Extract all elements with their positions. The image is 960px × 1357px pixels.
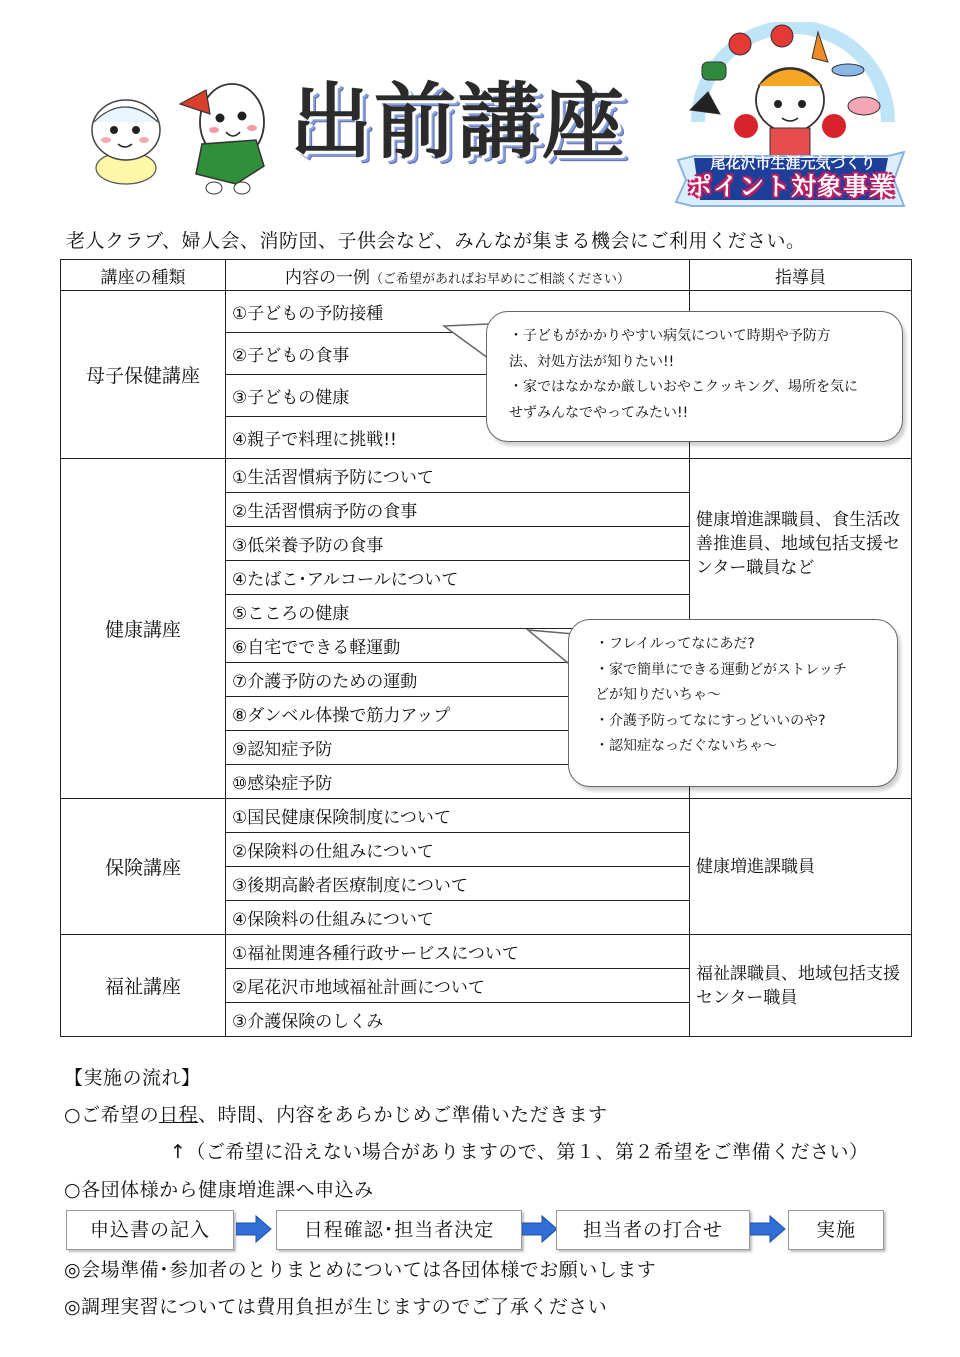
bubble-line: ・家ではなかなか厳しいおやこクッキング、場所を気に [509,379,859,395]
bubble-line: 法、対処方法が知りたい!! [509,353,675,370]
flow-line-3: ○各団体様から健康増進課へ申込み [64,1179,374,1201]
daikon-mascot-icon [176,74,276,198]
course-item: ②子どもの食事 [226,333,690,375]
instructor-welfare: 福祉課職員、地域包括支援センター職員 [690,935,912,1037]
course-item: ①生活習慣病予防について [226,459,690,493]
table-row [61,459,912,493]
course-item: ⑦介護予防のための運動 [226,663,690,697]
course-item: ④たばこ･アルコールについて [226,561,690,595]
intro-text: 老人クラブ、婦人会、消防団、子供会など、みんなが集まる機会にご利用ください。 [66,230,806,252]
bubble-line: ・子どもがかかりやすい病気について時期や予防方 [509,328,831,344]
header-content [226,260,690,291]
bubble-line: ・介護予防ってなにすっどいいのや? [595,712,826,729]
bubble-line: ・フレイルってなにあだ? [595,636,755,652]
course-item: ⑥自宅でできる軽運動 [226,629,690,663]
course-item: ⑩感染症予防 [226,765,690,799]
header-content-note: （ご希望があればお早めにご相談ください） [369,271,630,287]
flow-note-2: ◎調理実習については費用負担が生じますのでご了承ください [64,1296,608,1318]
table-header-row [61,260,912,291]
course-item: ②保険料の仕組みについて [226,833,690,867]
badge-subtitle: 尾花沢市生涯元気づくり [710,154,876,172]
speech-bubble-health [568,619,898,787]
course-item: ⑤こころの健康 [226,595,690,629]
course-item: ②生活習慣病予防の食事 [226,493,690,527]
flow-step-implement: 実施 [788,1210,884,1250]
arrow-right-icon [750,1214,786,1244]
flow-line-1 [64,1100,608,1127]
instructor-insurance: 健康増進課職員 [690,799,912,935]
flow-heading: 【実施の流れ】 [64,1067,201,1089]
page-title: 出前講座 [290,75,627,170]
course-item: ④保険料の仕組みについて [226,901,690,935]
flow-line-1-underline: 日程 [159,1104,199,1126]
flow-step-apply: 申込書の記入 [66,1210,234,1250]
bubble-line: ・家で簡単にできる運動どがストレッチ [595,661,847,678]
header [0,0,960,215]
header-type: 講座の種類 [61,260,226,291]
course-item: ①子どもの予防接種 [226,291,690,333]
course-item: ①福祉関連各種行政サービスについて [226,935,690,969]
course-item: ⑨認知症予防 [226,731,690,765]
flow-step-schedule: 日程確認･担当者決定 [276,1210,522,1250]
table-row [61,799,912,833]
course-type: 母子保健講座 [61,291,226,459]
course-item: ⑧ダンベル体操で筋力アップ [226,697,690,731]
flow-line-1-b: 、時間、内容をあらかじめご準備いただきます [198,1104,608,1126]
table-row [61,935,912,969]
header-content-main: 内容の一例 [284,267,370,288]
course-item: ③子どもの健康 [226,375,690,417]
bubble-line: せずみんなでやってみたい!! [509,404,689,421]
flow-line-1-a: ○ご希望の [64,1104,160,1126]
arrow-right-icon [522,1214,558,1244]
flow-step-meeting: 担当者の打合せ [556,1210,750,1250]
badge-title: ポイント対象事業 [686,172,895,201]
course-item: ①国民健康保険制度について [226,799,690,833]
bubble-line: どが知りだいちゃ～ [595,687,721,703]
instructor-health: 健康増進課職員、食生活改善推進員、地域包括支援センター職員など [690,459,912,799]
course-item: ③後期高齢者医療制度について [226,867,690,901]
course-type: 福祉講座 [61,935,226,1037]
bubble-line: ・認知症なっだぐないちゃ～ [595,738,777,754]
course-item: ③介護保険のしくみ [226,1003,690,1037]
course-type: 保険講座 [61,799,226,935]
arrow-right-icon [236,1214,272,1244]
course-item: ④親子で料理に挑戦!! [226,417,690,459]
course-item: ③低栄養予防の食事 [226,527,690,561]
speech-bubble-child [486,311,903,442]
baby-mascot-icon [84,92,166,186]
header-instructor: 指導員 [690,260,912,291]
course-item: ②尾花沢市地域福祉計画について [226,969,690,1003]
course-type: 健康講座 [61,459,226,799]
flow-line-2: ↑（ご希望に沿えない場合がありますので、第１、第２希望をご準備ください） [170,1141,869,1163]
flow-note-1: ◎会場準備･参加者のとりまとめについては各団体様でお願いします [64,1259,657,1281]
